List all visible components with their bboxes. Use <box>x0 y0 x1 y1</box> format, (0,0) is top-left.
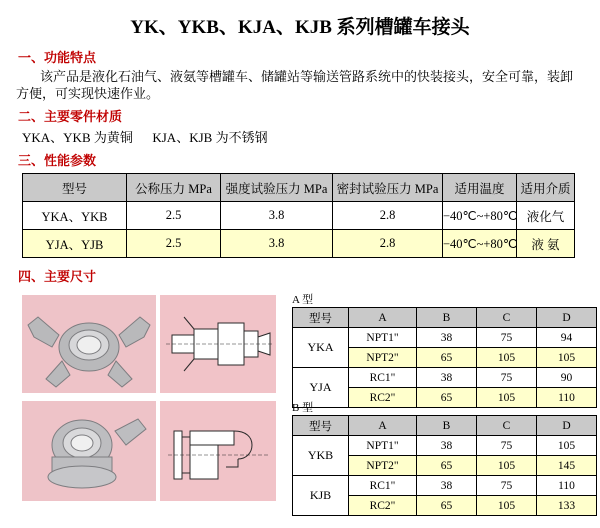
dim-a-cell: 110 <box>537 388 597 408</box>
dim-a-cell: NPT2" <box>349 348 417 368</box>
dim-a-cell: 90 <box>537 368 597 388</box>
table-row <box>23 230 575 258</box>
perf-header-cell: 密封试验压力 MPa <box>333 174 443 202</box>
dim-a-header-cell: 型号 <box>293 308 349 328</box>
dim-b-model: YKB <box>293 436 349 476</box>
features-text: 该产品是液化石油气、液氨等槽罐车、储罐站等输送管路系统中的快装接头，安全可靠，装卸方便，可实现快速作业。 <box>16 69 574 101</box>
table-header-row <box>23 174 575 202</box>
table-row <box>293 328 597 348</box>
dim-b-cell: 38 <box>417 476 477 496</box>
coupling-photo-a <box>22 295 156 393</box>
section-heading-features: 一、功能特点 <box>18 50 97 65</box>
dim-a-header-cell: A <box>349 308 417 328</box>
dim-a-cell: 75 <box>477 368 537 388</box>
dim-a-cell: RC2" <box>349 388 417 408</box>
perf-cell: 液 氨 <box>517 230 575 258</box>
dim-a-cell: 38 <box>417 368 477 388</box>
dim-b-cell: 65 <box>417 496 477 516</box>
dim-b-cell: 38 <box>417 436 477 456</box>
dim-a-cell: 65 <box>417 348 477 368</box>
dim-a-cell: 105 <box>477 388 537 408</box>
coupling-drawing-b <box>160 401 276 501</box>
dim-b-cell: 133 <box>537 496 597 516</box>
dim-b-cell: RC1" <box>349 476 417 496</box>
dim-b-cell: 105 <box>477 496 537 516</box>
dim-b-header-cell: A <box>349 416 417 436</box>
perf-cell: −40℃~+80℃ <box>443 202 517 230</box>
coupling-photo-b-graphic <box>22 401 156 501</box>
document-page <box>0 12 600 528</box>
dim-b-header-cell: C <box>477 416 537 436</box>
table-row <box>293 368 597 388</box>
group-b-table-wrap <box>292 415 597 516</box>
dim-a-cell: NPT1" <box>349 328 417 348</box>
coupling-photo-b <box>22 401 156 501</box>
dim-b-cell: 65 <box>417 456 477 476</box>
perf-header-cell: 强度试验压力 MPa <box>221 174 333 202</box>
dim-a-header-cell: D <box>537 308 597 328</box>
dim-a-cell: RC1" <box>349 368 417 388</box>
dim-a-cell: 65 <box>417 388 477 408</box>
perf-cell: 2.8 <box>333 230 443 258</box>
dim-a-header-cell: B <box>417 308 477 328</box>
perf-header-cell: 型号 <box>23 174 127 202</box>
perf-header-cell: 适用温度 <box>443 174 517 202</box>
dim-b-cell: 110 <box>537 476 597 496</box>
coupling-drawing-b-graphic <box>160 401 276 501</box>
dim-a-header-cell: C <box>477 308 537 328</box>
group-b-label: B 型 <box>292 402 314 414</box>
dim-a-model: YJA <box>293 368 349 408</box>
dimension-table-b <box>292 415 597 516</box>
dim-b-cell: 75 <box>477 436 537 456</box>
group-a-table-wrap <box>292 307 597 408</box>
perf-cell: −40℃~+80℃ <box>443 230 517 258</box>
table-row <box>293 436 597 456</box>
dim-b-cell: NPT1" <box>349 436 417 456</box>
table-header-row <box>293 308 597 328</box>
dim-a-model: YKA <box>293 328 349 368</box>
coupling-photo-a-graphic <box>22 295 156 393</box>
dim-a-cell: 105 <box>477 348 537 368</box>
dim-b-cell: 105 <box>537 436 597 456</box>
perf-cell: 3.8 <box>221 202 333 230</box>
table-row <box>293 476 597 496</box>
dim-b-header-cell: D <box>537 416 597 436</box>
dim-a-cell: 94 <box>537 328 597 348</box>
coupling-drawing-a-graphic <box>160 295 276 393</box>
dim-a-cell: 105 <box>537 348 597 368</box>
coupling-drawing-a <box>160 295 276 393</box>
dim-b-header-cell: B <box>417 416 477 436</box>
perf-cell: 2.5 <box>127 230 221 258</box>
perf-header-cell: 适用介质 <box>517 174 575 202</box>
table-header-row <box>293 416 597 436</box>
group-a-label: A 型 <box>292 294 314 306</box>
perf-cell: 液化气 <box>517 202 575 230</box>
dim-b-cell: 105 <box>477 456 537 476</box>
dim-a-cell: 38 <box>417 328 477 348</box>
perf-cell: 2.8 <box>333 202 443 230</box>
dim-b-cell: 145 <box>537 456 597 476</box>
page-title: YK、YKB、KJA、KJB 系列槽罐车接头 <box>130 17 470 38</box>
dim-b-model: KJB <box>293 476 349 516</box>
section-heading-dimensions: 四、主要尺寸 <box>18 269 97 284</box>
perf-cell: YKA、YKB <box>23 202 127 230</box>
dim-b-header-cell: 型号 <box>293 416 349 436</box>
perf-cell: 3.8 <box>221 230 333 258</box>
perf-cell: YJA、YJB <box>23 230 127 258</box>
dim-b-cell: RC2" <box>349 496 417 516</box>
perf-cell: 2.5 <box>127 202 221 230</box>
section-heading-performance: 三、性能参数 <box>18 153 97 168</box>
dim-a-cell: 75 <box>477 328 537 348</box>
performance-table <box>22 173 575 258</box>
table-row <box>23 202 575 230</box>
dimension-table-a <box>292 307 597 408</box>
dim-b-cell: 75 <box>477 476 537 496</box>
dim-b-cell: NPT2" <box>349 456 417 476</box>
materials-text: YKA、YKB 为黄铜 KJA、KJB 为不锈钢 <box>22 130 268 145</box>
perf-header-cell: 公称压力 MPa <box>127 174 221 202</box>
section-heading-materials: 二、主要零件材质 <box>18 109 123 124</box>
